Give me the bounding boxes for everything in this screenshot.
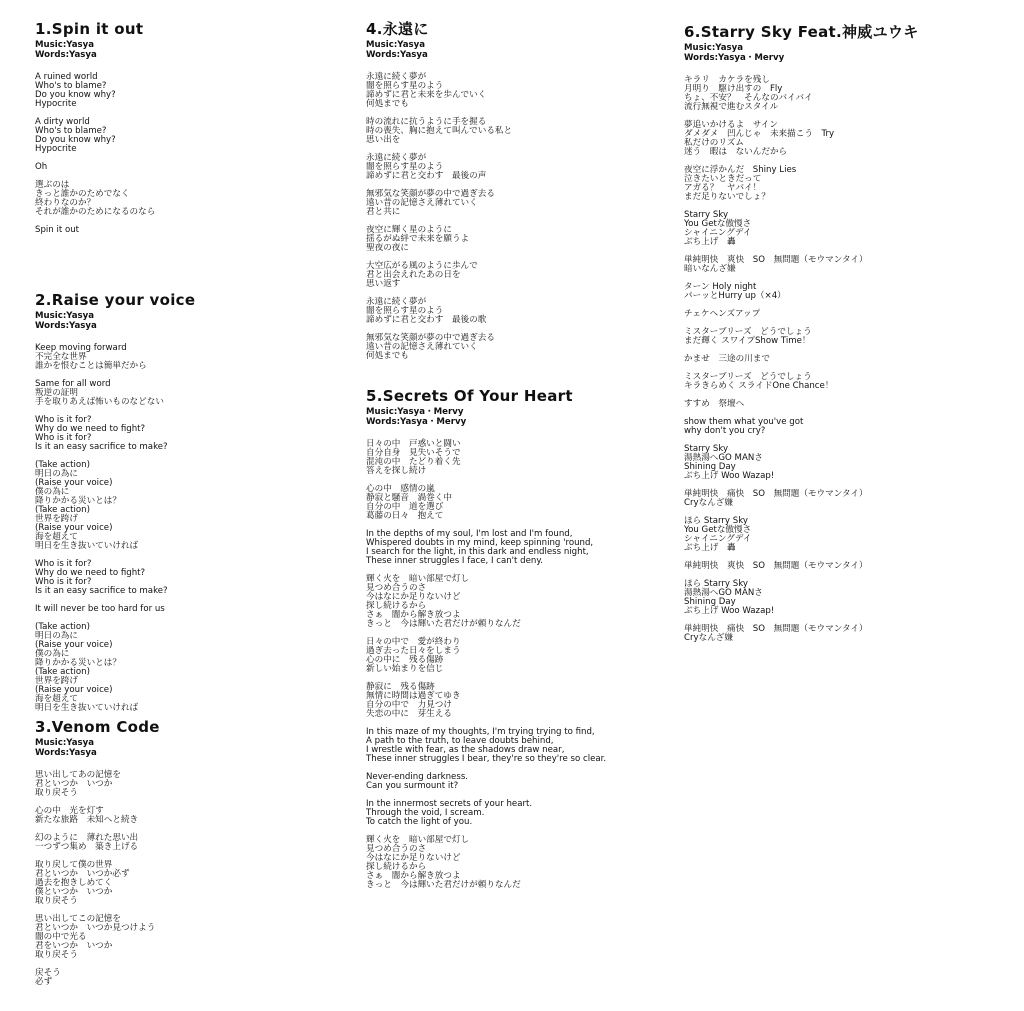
stanza — [684, 211, 1004, 247]
lyric-line: Hypocrite — [35, 144, 77, 154]
stanza — [366, 440, 666, 476]
lyric-line: In the depths of my soul, I'm lost and I'm found, — [366, 529, 573, 539]
lyric-line: 無邪気な笑顔が夢の中で過ぎ去る — [366, 189, 495, 199]
stanza — [684, 562, 1004, 571]
stanza — [35, 969, 335, 987]
stanza — [366, 728, 666, 764]
stanza — [366, 262, 666, 289]
lyric-line: 過ぎ去った日々をしまう — [366, 646, 461, 656]
lyrics — [35, 73, 335, 235]
lyric-line: まだ輝く スワイプShow Time！ — [684, 336, 811, 346]
stanza — [35, 807, 335, 825]
stanza — [684, 310, 1004, 319]
music-credit: Music:Yasya — [35, 738, 95, 748]
stanza — [684, 373, 1004, 391]
lyric-line: Is it an easy sacrifice to make? — [35, 586, 168, 596]
lyric-line: きっと誰かのためでなく — [35, 189, 130, 199]
lyric-line: 暗いなんざ嫌 — [684, 264, 736, 274]
lyric-line: 私だけのリズム — [684, 138, 744, 148]
stanza — [35, 861, 335, 906]
stanza — [35, 380, 335, 407]
lyric-line: Who's to blame? — [35, 126, 107, 136]
lyric-line: 君をいつか いつか — [35, 941, 113, 951]
lyric-line: 僕の為に — [35, 487, 70, 497]
lyric-line: 僕の為に — [35, 649, 70, 659]
stanza — [684, 418, 1004, 436]
lyric-line: 輝く火を 暗い部屋で灯し — [366, 835, 470, 845]
stanza — [366, 298, 666, 325]
lyric-line: You Getな傲慢さ — [684, 525, 752, 535]
lyric-line: 取り戻そう — [35, 788, 78, 798]
words-credit: Words:Yasya — [35, 320, 97, 331]
stanza — [366, 226, 666, 253]
lyric-line: 不完全な世界 — [35, 352, 87, 362]
lyric-line: 遠い昔の記憶さえ薄れていく — [366, 198, 478, 208]
lyric-line: 闇を照らす星のよう — [366, 306, 444, 316]
stanza — [366, 575, 666, 629]
lyric-line: Do you know why? — [35, 90, 116, 100]
lyric-line: Who is it for? — [35, 415, 92, 425]
lyric-line: ぶち上げ Woo Wazap! — [684, 606, 775, 616]
lyric-line: ぶち上げ Woo Wazap! — [684, 471, 775, 481]
stanza — [684, 580, 1004, 616]
lyric-line: 心の中 光を灯す — [35, 806, 104, 816]
lyric-line: 時の喪失、胸に抱えて叫んでいる私と — [366, 126, 513, 136]
lyric-line: 過去を抱きしめてく — [35, 878, 113, 888]
lyric-line: Shining Day — [684, 597, 736, 607]
lyric-line: 取り戻そう — [35, 896, 78, 906]
lyric-line: ミスターブリーズ どうでしょう — [684, 372, 812, 382]
lyric-line: 単純明快 痛快 SO 無問題（モウマンタイ） — [684, 489, 868, 499]
stanza — [366, 530, 666, 566]
lyric-line: 遠い昔の記憶さえ薄れていく — [366, 342, 478, 352]
lyric-line: 君といつか いつか見つけよう — [35, 923, 156, 933]
lyric-line: 湯熱湯へGO MANさ — [684, 453, 763, 463]
lyric-line: 何処までも — [366, 99, 409, 109]
lyric-line: 明日の為に — [35, 469, 78, 479]
stanza — [684, 256, 1004, 274]
lyric-line: 今はなにか足りないけど — [366, 853, 461, 863]
lyric-line: 諦めずに君と未来を歩んでいく — [366, 90, 487, 100]
lyric-line: 降りかかる災いとは？ — [35, 496, 121, 506]
lyric-line: 君といつか いつか — [35, 779, 113, 789]
lyric-line: 自分の中 道を選び — [366, 502, 444, 512]
lyric-line: (Raise your voice) — [35, 685, 113, 695]
stanza — [366, 800, 666, 827]
lyric-line: 君と共に — [366, 207, 401, 217]
lyric-line: 闇を照らす星のよう — [366, 81, 444, 91]
lyric-line: 降りかかる災いとは？ — [35, 658, 121, 668]
lyric-line: 手を取りあえば怖いものなどない — [35, 397, 164, 407]
words-credit: Words:Yasya — [35, 49, 97, 60]
lyric-line: 君と出会えれたあの日を — [366, 270, 461, 280]
lyric-line: Spin it out — [35, 225, 80, 235]
lyric-line: Why do we need to fight? — [35, 568, 146, 578]
lyric-line: (Raise your voice) — [35, 478, 113, 488]
lyric-line: 誰かを恨むことは簡単だから — [35, 361, 147, 371]
stanza — [684, 328, 1004, 346]
words-credit: Words:Yasya・Mervy — [366, 416, 467, 427]
lyric-line: why don't you cry? — [684, 426, 766, 436]
music-credit: Music:Yasya — [35, 40, 95, 50]
song-eien-ni — [366, 20, 666, 370]
stanza — [35, 226, 335, 235]
lyric-line: 取り戻そう — [35, 950, 78, 960]
lyric-line: 失恋の中に 芽生える — [366, 709, 452, 719]
lyric-line: ほら Starry Sky — [684, 516, 748, 526]
lyric-line: 探し続けるから — [366, 601, 427, 611]
lyric-line: ぶち上げ 轟 — [684, 543, 736, 553]
stanza — [366, 334, 666, 361]
stanza — [35, 915, 335, 960]
lyric-line: 諦めずに君と交わす 最後の歌 — [366, 315, 487, 325]
lyric-line: 流行無視で進むスタイル — [684, 102, 779, 112]
lyrics — [684, 76, 1004, 643]
lyric-line: Shining Day — [684, 462, 736, 472]
lyric-line: 迷う 暇は ないんだから — [684, 147, 788, 157]
lyric-line: パーッとHurry up（×4） — [684, 291, 786, 301]
music-credit: Music:Yasya — [366, 40, 426, 50]
lyric-line: I wrestle with fear, as the shadows draw near, — [366, 745, 565, 755]
lyric-line: まだ足りないでしょ？ — [684, 192, 770, 202]
stanza — [366, 773, 666, 791]
lyric-line: 終わりなのか？ — [35, 198, 96, 208]
stanza — [684, 283, 1004, 301]
lyric-line: Who is it for? — [35, 559, 92, 569]
lyric-line: 闇を照らす星のよう — [366, 162, 444, 172]
lyric-line: To catch the light of you. — [366, 817, 473, 827]
lyric-line: show them what you've got — [684, 417, 804, 427]
lyric-line: Starry Sky — [684, 444, 729, 454]
song-credits — [366, 41, 666, 60]
lyric-line: 答えを探し続け — [366, 466, 427, 476]
lyric-line: 混沌の中 たどり着く先 — [366, 457, 461, 467]
music-credit: Music:Yasya — [684, 43, 744, 53]
lyric-line: 何処までも — [366, 351, 409, 361]
lyric-line: Is it an easy sacrifice to make? — [35, 442, 168, 452]
lyric-line: 月明り 駆け出すの Fly — [684, 84, 783, 94]
words-credit: Words:Yasya — [35, 747, 97, 758]
stanza — [366, 154, 666, 181]
music-credit: Music:Yasya — [35, 311, 95, 321]
lyric-line: 日々の中 戸惑いと闘い — [366, 439, 461, 449]
lyric-line: アガる？ ヤバイ！ — [684, 183, 762, 193]
lyric-line: (Raise your voice) — [35, 523, 113, 533]
lyric-line: 静寂に 残る傷跡 — [366, 682, 435, 692]
stanza — [366, 190, 666, 217]
stanza — [684, 490, 1004, 508]
song-title: 1.Spin it out — [35, 20, 144, 38]
song-title: 5.Secrets Of Your Heart — [366, 387, 573, 405]
song-starry-sky — [684, 23, 1004, 652]
lyric-line: 明日を生き抜いていければ — [35, 541, 139, 551]
stanza — [35, 623, 335, 713]
lyric-line: それが誰かのためになるのなら — [35, 207, 156, 217]
song-credits — [35, 41, 335, 60]
lyric-line: Who is it for? — [35, 577, 92, 587]
lyric-line: 日々の中で 愛が終わり — [366, 637, 461, 647]
lyric-line: 聖夜の夜に — [366, 243, 409, 253]
stanza — [684, 76, 1004, 112]
lyric-line: 思い出してこの記憶を — [35, 914, 121, 924]
lyric-line: 一つずつ集め 築き上げる — [35, 842, 139, 852]
lyric-line: 必ず — [35, 977, 53, 987]
lyric-line: 無邪気な笑顔が夢の中で過ぎ去る — [366, 333, 495, 343]
lyric-line: 明日を生き抜いていければ — [35, 703, 139, 713]
lyric-line: Through the void, I scream. — [366, 808, 485, 818]
lyric-line: 単純明快 痛快 SO 無問題（モウマンタイ） — [684, 624, 868, 634]
song-venom-code — [35, 718, 335, 996]
song-credits — [684, 44, 1004, 63]
stanza — [35, 560, 335, 596]
lyric-line: Starry Sky — [684, 210, 729, 220]
lyric-line: A ruined world — [35, 72, 98, 82]
lyric-line: ミスターブリーズ どうでしょう — [684, 327, 812, 337]
lyrics — [366, 440, 666, 890]
stanza — [35, 344, 335, 371]
lyric-line: かませ 三途の川まで — [684, 354, 770, 364]
stanza — [35, 605, 335, 614]
lyric-line: Same for all word — [35, 379, 111, 389]
lyric-line: 僕といつか いつか — [35, 887, 113, 897]
lyric-line: A path to the truth, to leave doubts behind, — [366, 736, 554, 746]
lyric-line: 世界を跨げ — [35, 514, 78, 524]
lyric-line: (Take action) — [35, 667, 90, 677]
song-credits — [366, 408, 666, 427]
lyric-line: 幻のように 薄れた思い出 — [35, 833, 139, 843]
lyric-line: 輝く火を 暗い部屋で灯し — [366, 574, 470, 584]
lyric-line: In this maze of my thoughts, I'm trying trying to find, — [366, 727, 595, 737]
stanza — [35, 461, 335, 551]
lyric-line: 思い返す — [366, 279, 401, 289]
lyric-line: 今はなにか足りないけど — [366, 592, 461, 602]
song-secrets-of-your-heart — [366, 387, 666, 899]
lyrics — [35, 344, 335, 713]
lyric-line: Who's to blame? — [35, 81, 107, 91]
lyric-line: 単純明快 爽快 SO 無問題（モウマンタイ） — [684, 561, 868, 571]
stanza — [35, 834, 335, 852]
lyric-line: (Take action) — [35, 460, 90, 470]
lyric-line: 静寂と騒音 渦巻く中 — [366, 493, 452, 503]
lyric-line: シャイニングデイ — [684, 534, 752, 544]
words-credit: Words:Yasya — [366, 49, 428, 60]
lyric-line: Never-ending darkness. — [366, 772, 469, 782]
lyric-line: 探し続けるから — [366, 862, 427, 872]
music-credit: Music:Yasya・Mervy — [366, 407, 464, 417]
lyric-line: 諦めずに君と交わす 最後の声 — [366, 171, 487, 181]
stanza — [35, 181, 335, 217]
lyrics — [366, 73, 666, 361]
lyric-line: ちょ、不安？ そんなのバイバイ — [684, 93, 813, 103]
stanza — [366, 485, 666, 521]
lyric-line: In the innermost secrets of your heart. — [366, 799, 533, 809]
lyric-line: 夢追いかけるよ サイン — [684, 120, 778, 130]
lyric-line: 泣きたいときだって — [684, 174, 762, 184]
lyric-line: 永遠に続く夢が — [366, 297, 427, 307]
stanza — [684, 625, 1004, 643]
lyric-line: 単純明快 爽快 SO 無問題（モウマンタイ） — [684, 255, 868, 265]
lyric-line: チェケヘンズアップ — [684, 309, 761, 319]
stanza — [684, 121, 1004, 157]
lyric-line: (Take action) — [35, 505, 90, 515]
lyric-line: シャイニングデイ — [684, 228, 752, 238]
lyric-line: 夜空に輝く星のように — [366, 225, 452, 235]
stanza — [684, 166, 1004, 202]
lyric-line: キラきらめく スライドOne Chance！ — [684, 381, 834, 391]
lyrics — [35, 771, 335, 987]
lyric-line: 見つめ合うのさ — [366, 583, 427, 593]
lyric-line: These inner struggles I bear, they're so they're so clear. — [366, 754, 607, 764]
lyric-line: 新しい始まりを信じ — [366, 664, 444, 674]
lyric-line: 揺るがぬ絆で未来を願うよ — [366, 234, 470, 244]
lyric-line: 無情に時間は過ぎてゆき — [366, 691, 461, 701]
lyric-line: ほら Starry Sky — [684, 579, 748, 589]
lyric-line: さぁ 闇から解き放つよ — [366, 871, 461, 881]
stanza — [35, 118, 335, 154]
lyric-line: 自分の中で 力見つけ — [366, 700, 452, 710]
lyric-line: 選ぶのは — [35, 180, 70, 190]
stanza — [366, 118, 666, 145]
lyric-line: 湯熱湯へGO MANさ — [684, 588, 763, 598]
lyric-line: Cryなんざ嫌 — [684, 633, 733, 643]
lyric-line: ぶち上げ 轟 — [684, 237, 736, 247]
lyric-line: 葛藤の日々 抱えて — [366, 511, 444, 521]
lyric-line: 海を超えて — [35, 694, 78, 704]
stanza — [366, 73, 666, 109]
lyric-line: 思い出してあの記憶を — [35, 770, 121, 780]
song-raise-your-voice — [35, 291, 335, 722]
lyric-line: 戻そう — [35, 968, 61, 978]
stanza — [684, 400, 1004, 409]
lyric-line: Can you surmount it? — [366, 781, 459, 791]
lyric-line: These inner struggles I face, I can't deny. — [366, 556, 543, 566]
lyric-line: ターン Holy night — [684, 282, 757, 292]
stanza — [366, 638, 666, 674]
lyric-line: Who is it for? — [35, 433, 92, 443]
lyric-line: Do you know why? — [35, 135, 116, 145]
stanza — [35, 163, 335, 172]
stanza — [366, 836, 666, 890]
lyric-line: Keep moving forward — [35, 343, 127, 353]
lyric-line: Oh — [35, 162, 48, 172]
lyric-line: Why do we need to fight? — [35, 424, 146, 434]
lyric-line: I search for the light, in this dark and endless night, — [366, 547, 589, 557]
words-credit: Words:Yasya・Mervy — [684, 52, 785, 63]
lyric-line: 叛逆の証明 — [35, 388, 78, 398]
lyric-line: 永遠に続く夢が — [366, 72, 427, 82]
lyric-line: 永遠に続く夢が — [366, 153, 427, 163]
lyric-line: 思い出を — [366, 135, 401, 145]
lyric-line: 自分自身 見失いそうで — [366, 448, 461, 458]
stanza — [366, 683, 666, 719]
song-credits — [35, 312, 335, 331]
lyric-line: 君といつか いつか必ず — [35, 869, 130, 879]
lyric-line: 明日の為に — [35, 631, 78, 641]
lyric-line: 心の中 感情の嵐 — [366, 484, 435, 494]
stanza — [35, 771, 335, 798]
lyric-line: 心の中に 残る傷跡 — [366, 655, 444, 665]
lyric-line: Whispered doubts in my mind, keep spinning 'round, — [366, 538, 594, 548]
stanza — [684, 517, 1004, 553]
lyric-line: きっと 今は輝いた君だけが頼りなんだ — [366, 619, 521, 629]
lyric-line: きっと 今は輝いた君だけが頼りなんだ — [366, 880, 521, 890]
song-title: 6.Starry Sky Feat.神威ユウキ — [684, 23, 919, 41]
lyric-line: It will never be too hard for us — [35, 604, 165, 614]
lyric-line: 見つめ合うのさ — [366, 844, 427, 854]
lyric-line: (Take action) — [35, 622, 90, 632]
song-title: 3.Venom Code — [35, 718, 160, 736]
song-title: 4.永遠に — [366, 20, 429, 38]
lyric-line: 時の流れに抗うように手を握る — [366, 117, 487, 127]
lyric-line: Hypocrite — [35, 99, 77, 109]
stanza — [684, 445, 1004, 481]
lyric-line: Cryなんざ嫌 — [684, 498, 733, 508]
song-credits — [35, 739, 335, 758]
lyric-line: A dirty world — [35, 117, 90, 127]
lyric-line: すすめ 祭壇へ — [684, 399, 745, 409]
lyric-line: キラリ カケラを残し — [684, 75, 770, 85]
song-title: 2.Raise your voice — [35, 291, 196, 309]
stanza — [35, 416, 335, 452]
lyric-line: 夜空に浮かんだ Shiny Lies — [684, 165, 797, 175]
lyric-line: 闇の中で光る — [35, 932, 87, 942]
lyric-line: You Getな傲慢さ — [684, 219, 752, 229]
lyric-line: ダメダメ 凹んじゃ 未来描こう Try — [684, 129, 835, 139]
lyric-line: 新たな旅路 未知へと続き — [35, 815, 139, 825]
lyric-line: (Raise your voice) — [35, 640, 113, 650]
lyric-line: さぁ 闇から解き放つよ — [366, 610, 461, 620]
song-spin-it-out — [35, 20, 335, 244]
stanza — [35, 73, 335, 109]
lyric-line: 大空広がる風のように歩んで — [366, 261, 478, 271]
lyric-line: 海を超えて — [35, 532, 78, 542]
lyric-line: 取り戻して僕の世界 — [35, 860, 113, 870]
stanza — [684, 355, 1004, 364]
lyric-line: 世界を跨げ — [35, 676, 78, 686]
